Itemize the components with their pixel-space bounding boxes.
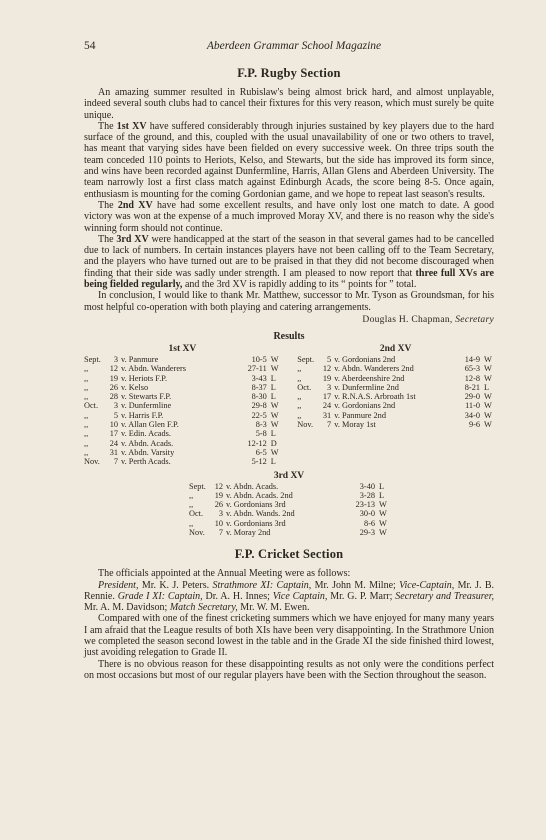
first-xv-table — [84, 355, 281, 467]
result-result: W — [484, 420, 492, 430]
result-result: L — [270, 392, 276, 402]
officer-name: Dr. A. H. Innes; — [202, 590, 273, 602]
result-row — [297, 364, 494, 373]
result-day: 5 — [327, 354, 332, 364]
result-row — [189, 491, 389, 500]
result-month: Oct. — [84, 401, 99, 411]
cricket-paragraph-4: There is no obvious reason for these disappointing results as not only were the conditions perfect on most occasions but most of our regular players have been with the Section throughout the season. — [84, 658, 494, 681]
result-day: 17 — [322, 392, 332, 402]
result-score: 10-5 — [251, 354, 267, 364]
officer-role: Vice Captain, — [272, 590, 328, 602]
result-month: Nov. — [84, 457, 100, 467]
result-opponent: v. Harris F.P. — [121, 410, 164, 420]
result-month: Oct. — [297, 382, 312, 392]
result-day: 17 — [109, 429, 118, 439]
officer-name: Mr. A. M. Davidson; — [84, 602, 170, 614]
result-result: W — [270, 447, 279, 457]
result-opponent: v. Abdn. Acads. 2nd — [226, 490, 293, 500]
result-day: 3 — [113, 401, 118, 411]
result-opponent: v. Panmure 2nd — [334, 410, 386, 420]
result-result: W — [270, 420, 279, 430]
result-result: W — [379, 518, 387, 528]
officer-role: Strathmore XI: Captain, — [212, 579, 312, 591]
result-month: ,, — [297, 392, 302, 402]
result-month: ,, — [297, 373, 302, 383]
result-month: ,, — [84, 429, 89, 439]
results-section — [84, 331, 494, 537]
result-score: 65-3 — [464, 364, 480, 374]
result-opponent: v. Abdn. Wands. 2nd — [226, 509, 295, 519]
result-score: 23-13 — [355, 500, 375, 510]
result-day: 10 — [214, 518, 223, 528]
result-day: 12 — [322, 364, 332, 374]
officer-name: Mr. W. M. Ewen. — [237, 602, 310, 614]
cricket-paragraph-3: Compared with one of the finest cricketing summers which we have enjoyed for many many years I am afraid that the League results of both XIs have been very disappointing. In the Strathmore Union we completed the season second lowest in the table and in the Grade XI the side finished third lowest, just avoiding relegation to Grade II. — [84, 613, 494, 659]
magazine-title: Aberdeen Grammar School Magazine — [206, 40, 382, 52]
result-day: 12 — [109, 364, 118, 374]
officer-name: Mr. J. B. Rennie. — [84, 579, 494, 602]
result-result: W — [484, 392, 492, 402]
result-month: ,, — [84, 420, 89, 430]
result-opponent: v. Abdn. Acads. — [121, 438, 174, 448]
result-score: 27-11 — [247, 364, 267, 374]
result-opponent: v. Allan Glen F.P. — [121, 420, 179, 430]
result-result: W — [270, 354, 279, 364]
result-result: W — [484, 373, 492, 383]
result-month: Oct. — [189, 509, 204, 519]
result-day: 19 — [322, 373, 332, 383]
result-score: 8-21 — [464, 382, 480, 392]
result-month: ,, — [297, 410, 302, 420]
result-row — [84, 364, 281, 373]
rugby-paragraph-5: In conclusion, I would like to thank Mr. Matthew, successor to Mr. Tyson as Groundsman, for his most helpful co-operation with both playing and catering arrangements. — [84, 290, 494, 313]
result-month: Nov. — [297, 420, 314, 430]
result-day: 19 — [109, 373, 118, 383]
result-month: ,, — [84, 392, 89, 402]
first-xv-results — [84, 344, 281, 467]
result-month: ,, — [297, 401, 302, 411]
result-row — [84, 401, 281, 410]
officer-role: Match Secretary, — [169, 602, 238, 614]
result-score: 8-30 — [251, 392, 267, 402]
result-row — [297, 420, 494, 429]
rugby-paragraph-2: The 1st XV have suffered considerably through injuries sustained by key players due to the hard surface of the ground, and this, coupled with the usual unavailability of one or two others to travel, has meant that varying sides have been fielded on every successive week. On three trips south the team conceded 110 points to Heriots, Kelso, and Stewarts, but the side has improved its form since, and wins have been recorded against Dunfermline, Harris, Allan Glens and Aberdeen University. The team narrowly lost a first class match against Edinburgh Acads, the score being 8-5. Once again, enthusiasm is mounting for the coming Gordonian game, and we hope to repeat last season's results. — [84, 120, 495, 200]
result-day: 10 — [109, 420, 118, 430]
result-row — [84, 355, 281, 364]
result-opponent: v. Dunfermline — [121, 401, 172, 411]
result-month: ,, — [84, 447, 89, 457]
result-result: W — [379, 527, 387, 537]
result-day: 3 — [327, 382, 332, 392]
result-row — [84, 392, 281, 401]
result-opponent: v. Gordonians 3rd — [226, 518, 286, 528]
result-result: D — [270, 438, 277, 448]
result-score: 3-40 — [359, 481, 375, 491]
result-month: ,, — [297, 364, 302, 374]
result-day: 31 — [109, 447, 118, 457]
result-score: 34-0 — [464, 410, 480, 420]
result-result: W — [484, 354, 492, 364]
result-result: W — [484, 410, 492, 420]
result-row — [189, 528, 389, 537]
result-row — [84, 439, 281, 448]
result-score: 5-8 — [255, 429, 267, 439]
result-day: 24 — [322, 401, 332, 411]
result-result: W — [270, 364, 279, 374]
result-row — [297, 383, 494, 392]
cricket-paragraph-1: The officials appointed at the Annual Meeting were as follows: — [98, 568, 351, 580]
result-opponent: v. Gordonians 3rd — [226, 500, 286, 510]
result-opponent: v. Stewarts F.P. — [121, 392, 172, 402]
officer-name: Mr. John M. Milne; — [311, 579, 400, 591]
third-xv-results — [189, 471, 389, 538]
result-month: ,, — [84, 382, 89, 392]
result-score: 12-12 — [247, 438, 267, 448]
result-day: 26 — [109, 382, 118, 392]
result-result: L — [379, 490, 385, 500]
result-day: 3 — [218, 509, 223, 519]
rugby-section — [84, 66, 494, 325]
result-score: 29-8 — [251, 401, 267, 411]
result-row — [84, 383, 281, 392]
result-month: ,, — [84, 410, 89, 420]
result-row — [84, 429, 281, 438]
third-xv-table — [189, 482, 389, 538]
result-result: L — [270, 457, 276, 467]
cricket-officials-paragraph — [84, 580, 494, 614]
result-opponent: v. Abdn. Wanderers 2nd — [334, 364, 414, 374]
result-row — [297, 401, 494, 410]
result-score: 5-12 — [251, 457, 267, 467]
result-score: 8-6 — [363, 518, 375, 528]
result-opponent: v. Edin. Acads. — [121, 429, 171, 439]
result-opponent: v. Aberdeenshire 2nd — [334, 373, 405, 383]
second-xv-results — [297, 344, 494, 467]
result-score: 3-43 — [251, 373, 267, 383]
result-opponent: v. Moray 2nd — [226, 527, 271, 537]
page-number: 54 — [84, 40, 96, 52]
result-day: 31 — [322, 410, 332, 420]
result-opponent: v. Abdn. Varsity — [121, 447, 175, 457]
result-result: W — [484, 401, 492, 411]
result-row — [84, 411, 281, 420]
result-result: L — [270, 373, 276, 383]
result-row — [189, 500, 389, 509]
officer-role: Grade I XI: Captain, — [117, 590, 203, 602]
result-score: 8-37 — [251, 382, 267, 392]
result-day: 5 — [113, 410, 118, 420]
result-opponent: v. Gordonians 2nd — [334, 401, 396, 411]
result-row — [84, 448, 281, 457]
result-opponent: v. Gordonians 2nd — [334, 354, 396, 364]
result-month: ,, — [84, 373, 89, 383]
result-day: 12 — [214, 481, 223, 491]
result-opponent: v. Heriots F.P. — [121, 373, 168, 383]
result-result: W — [270, 401, 279, 411]
result-score: 14-9 — [464, 354, 480, 364]
result-score: 9-6 — [468, 420, 480, 430]
result-opponent: v. Moray 1st — [334, 420, 376, 430]
result-opponent: v. Abdn. Wanderers — [121, 364, 187, 374]
result-score: 22-5 — [251, 410, 267, 420]
result-opponent: v. Kelso — [121, 382, 149, 392]
officer-name: Mr. G. P. Marr; — [327, 590, 396, 602]
result-result: W — [484, 364, 492, 374]
officer-role: Secretary and Treasurer, — [395, 590, 495, 602]
result-opponent: v. Perth Acads. — [121, 457, 171, 467]
result-opponent: v. Panmure — [121, 354, 159, 364]
result-day: 24 — [109, 438, 118, 448]
result-result: L — [270, 429, 276, 439]
result-day: 3 — [113, 354, 118, 364]
result-month: Nov. — [189, 527, 205, 537]
result-day: 7 — [113, 457, 118, 467]
result-row — [297, 411, 494, 420]
result-row — [189, 519, 389, 528]
result-day: 7 — [218, 527, 223, 537]
result-row — [84, 374, 281, 383]
cricket-section — [84, 547, 494, 681]
result-opponent: v. R.N.A.S. Arbroath 1st — [334, 392, 416, 402]
cricket-title: F.P. Cricket Section — [234, 547, 344, 562]
rugby-paragraph-3: The 2nd XV have had some excellent results, and have only lost one match to date. A good victory was won at the expense of a much improved Moray XV, and there is no reason why the side's winning form should not continue. — [84, 199, 494, 234]
rugby-title: F.P. Rugby Section — [237, 66, 341, 80]
third-xv-title: 3rd XV — [273, 470, 305, 481]
result-score: 29-3 — [359, 527, 375, 537]
officer-name: Mr. K. J. Peters. — [138, 579, 213, 591]
result-score: 8-3 — [255, 420, 267, 430]
result-day: 19 — [214, 490, 223, 500]
result-opponent: v. Abdn. Acads. — [226, 481, 279, 491]
results-title: Results — [273, 330, 305, 342]
rugby-paragraph-1: An amazing summer resulted in Rubislaw's being almost brick hard, and almost unplayable, indeed several south clubs had to cancel their fixtures for this very reason, which must surely be quite unique. — [84, 87, 494, 121]
result-month: Sept. — [297, 354, 315, 364]
result-month: ,, — [189, 500, 194, 510]
running-header — [84, 40, 494, 52]
second-xv-title: 2nd XV — [379, 343, 412, 354]
signature-name: Douglas H. Chapman, — [362, 314, 453, 325]
result-row — [84, 457, 281, 466]
result-month: Sept. — [189, 481, 206, 491]
result-day: 26 — [214, 500, 223, 510]
result-month: ,, — [84, 364, 89, 374]
result-row — [189, 482, 389, 491]
result-score: 3-28 — [359, 490, 375, 500]
result-row — [297, 355, 494, 364]
result-score: 30-0 — [359, 509, 375, 519]
result-score: 12-8 — [464, 373, 480, 383]
result-result: W — [270, 410, 279, 420]
result-result: L — [379, 481, 385, 491]
result-result: W — [379, 509, 387, 519]
second-xv-table — [297, 355, 494, 429]
result-month: ,, — [189, 518, 194, 528]
first-xv-title: 1st XV — [168, 343, 197, 354]
result-day: 28 — [109, 392, 118, 402]
result-opponent: v. Dunfermline 2nd — [334, 382, 399, 392]
result-result: L — [484, 382, 490, 392]
result-month: ,, — [189, 490, 194, 500]
result-result: W — [379, 500, 387, 510]
result-score: 6-5 — [255, 447, 267, 457]
result-score: 29-0 — [464, 392, 480, 402]
result-row — [189, 509, 389, 518]
officer-role: Vice-Captain, — [399, 579, 455, 591]
result-row — [84, 420, 281, 429]
result-result: L — [270, 382, 276, 392]
rugby-paragraph-4: The 3rd XV were handicapped at the start of the season in that several games had to be cancelled due to lack of numbers. In certain instances players have not been calling off to the Team Secretary, and the players who have turned out are to be praised in that they did not become discouraged when finding that their side was sadly under strength. I am pleased to now report that three full XVs are being fielded regularly, and the 3rd XV is rapidly adding to its “ points for ” total. — [84, 233, 495, 291]
result-score: 11-0 — [465, 401, 480, 411]
officer-role: President, — [98, 579, 139, 591]
result-row — [297, 374, 494, 383]
result-row — [297, 392, 494, 401]
result-month: ,, — [84, 438, 89, 448]
signature-role: Secretary — [455, 314, 494, 325]
signature — [84, 315, 494, 325]
result-day: 7 — [327, 420, 332, 430]
result-month: Sept. — [84, 354, 101, 364]
